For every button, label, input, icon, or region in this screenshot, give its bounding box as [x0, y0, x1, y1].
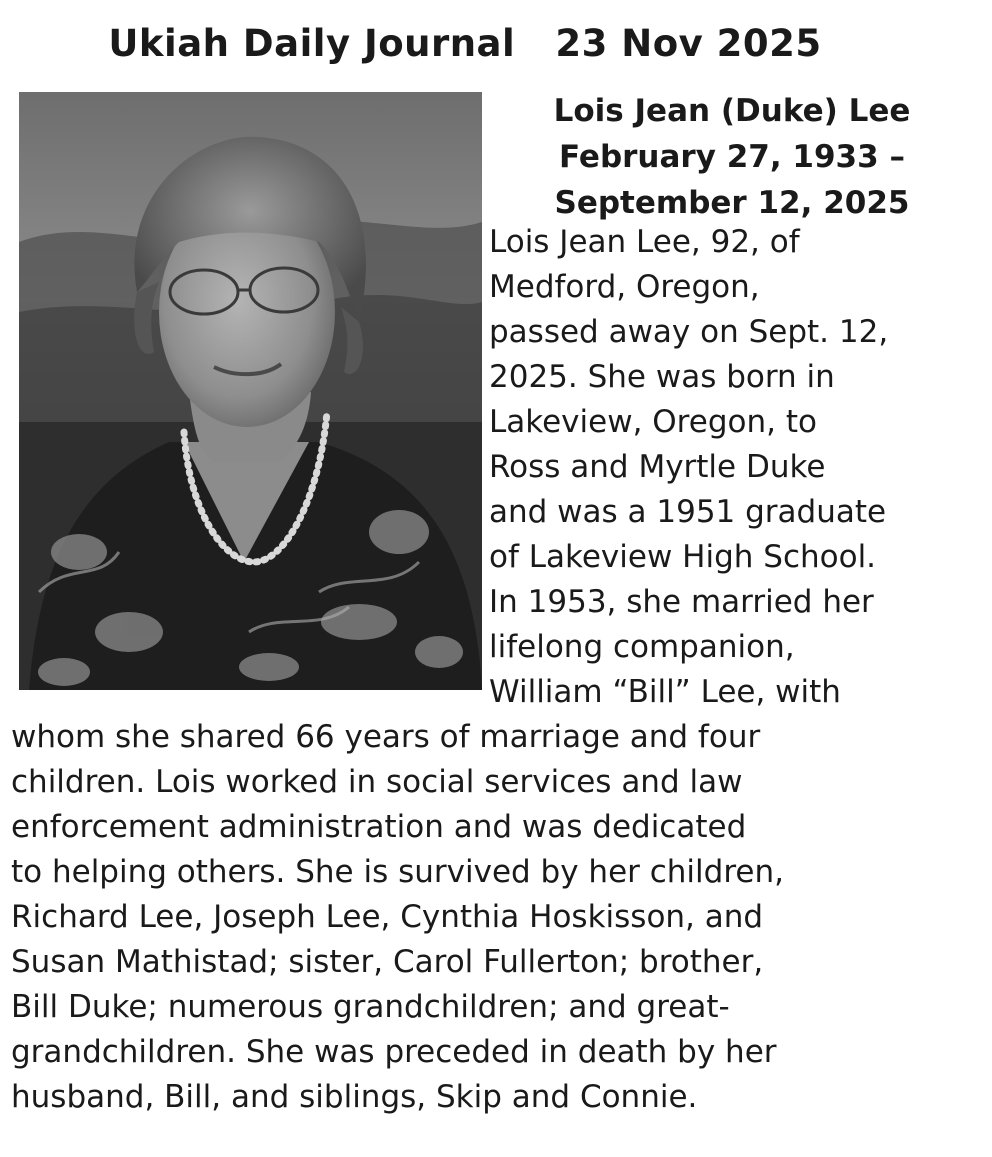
body-line: of Lakeview High School. — [489, 539, 877, 575]
body-line: Medford, Oregon, — [489, 269, 760, 305]
masthead — [0, 22, 930, 65]
heading-name: Lois Jean (Duke) Lee — [553, 93, 911, 129]
body-line: William “Bill” Lee, with — [489, 674, 841, 710]
body-line: Lakeview, Oregon, to — [489, 404, 817, 440]
body-line: and was a 1951 graduate — [489, 494, 887, 530]
body-line: lifelong companion, — [489, 629, 795, 665]
heading-birth-date: February 27, 1933 – — [559, 139, 905, 175]
body-line: 2025. She was born in — [489, 359, 835, 395]
body-line: In 1953, she married her — [489, 584, 874, 620]
body-line: to helping others. She is survived by her children, — [11, 854, 784, 890]
body-line: husband, Bill, and siblings, Skip and Connie. — [11, 1079, 698, 1115]
body-line: children. Lois worked in social services and law — [11, 764, 743, 800]
body-line: whom she shared 66 years of marriage and four — [11, 719, 761, 755]
body-line: Susan Mathistad; sister, Carol Fullerton; brother, — [11, 944, 764, 980]
body-line: grandchildren. She was preceded in death by her — [11, 1034, 777, 1070]
body-line: enforcement administration and was dedicated — [11, 809, 747, 845]
publication-name: Ukiah Daily Journal — [108, 22, 516, 65]
body-line: passed away on Sept. 12, — [489, 314, 889, 350]
publication-date: 23 Nov 2025 — [555, 22, 822, 65]
portrait-image — [19, 92, 482, 690]
body-line: Lois Jean Lee, 92, of — [489, 224, 800, 260]
body-line: Richard Lee, Joseph Lee, Cynthia Hoskisson, and — [11, 899, 764, 935]
body-line: Bill Duke; numerous grandchildren; and great- — [11, 989, 730, 1025]
obituary-heading — [492, 88, 972, 226]
portrait-photo — [19, 92, 482, 690]
body-line: Ross and Myrtle Duke — [489, 449, 826, 485]
heading-death-date: September 12, 2025 — [554, 185, 910, 221]
